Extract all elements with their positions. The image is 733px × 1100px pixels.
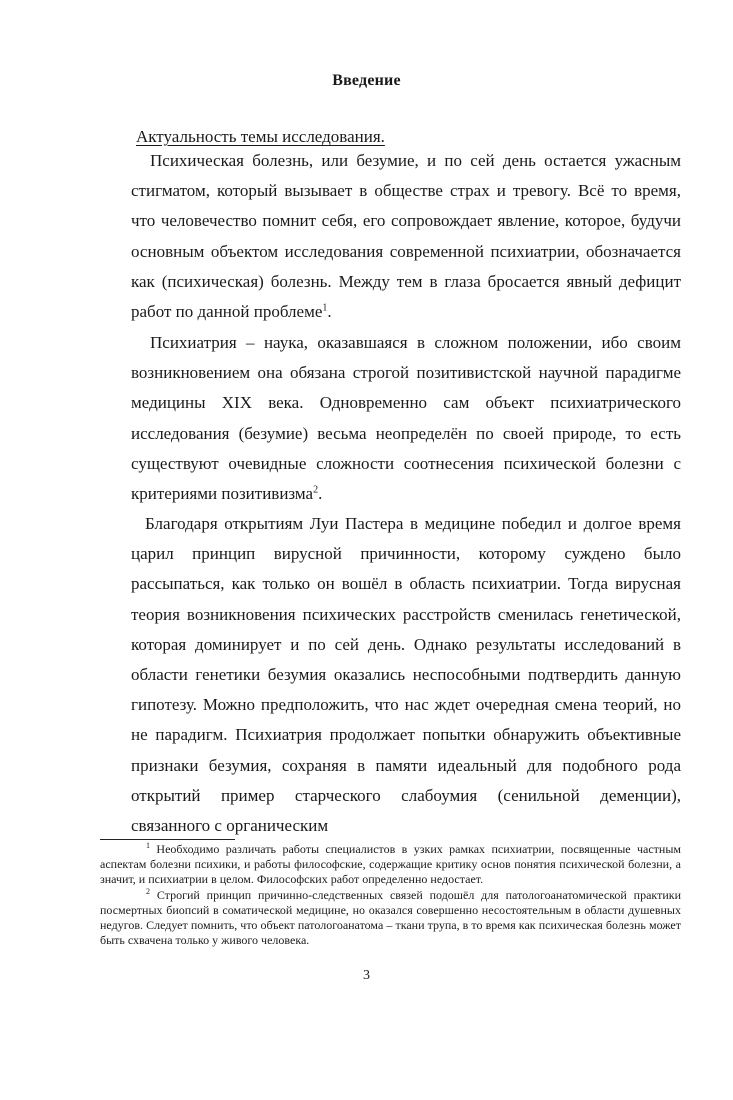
footnote-2 <box>100 888 681 949</box>
footnote-1-mark: 1 <box>146 841 150 850</box>
section-subheading: Актуальность темы исследования. <box>136 127 385 146</box>
paragraph-1 <box>131 146 681 327</box>
footnote-1 <box>100 842 681 888</box>
paragraph-3-text: Благодаря открытиям Луи Пастера в медицине победил и долгое время царил принцип вирусной причинности, которому суждено было рассыпаться, как только он вошёл в область психиатрии. Тогда вирусная теория возникновения психических расстройств сменилась генетической, которая доминирует и по сей день. Однако результаты исследований в области генетики безумия оказались неспособными подтвердить данную гипотезу. Можно предположить, что нас ждет очередная смена теорий, но не парадигм. Психиатрия продолжает попытки обнаружить объективные признаки безумия, сохраняя в памяти идеальный для подобного рода открытий пример старческого слабоумия (сенильной деменции), связанного с органическим <box>131 514 681 836</box>
footnote-divider <box>100 839 235 840</box>
footnotes-section <box>100 842 681 948</box>
paragraph-2-text: Психиатрия – наука, оказавшаяся в сложном положении, ибо своим возникновением она обязана строгой позитивистской научной парадигме медицины XIX века. Одновременно сам объект психиатрического исследования (безумие) весьма неопределён по своей природе, то есть существуют очевидные сложности соотнесения психической болезни с критериями позитивизма <box>131 333 681 504</box>
paragraph-2 <box>131 328 681 509</box>
paragraph-1-text: Психическая болезнь, или безумие, и по сей день остается ужасным стигматом, который вызывает в обществе страх и тревогу. Всё то время, что человечество помнит себя, его сопровождает явление, которое, будучи основным объектом исследования современной психиатрии, обозначается как (психическая) болезнь. Между тем в глаза бросается явный дефицит работ по данной проблеме <box>131 151 681 322</box>
page-number: 3 <box>363 968 370 983</box>
page-title: Введение <box>332 72 401 89</box>
paragraph-1-tail: . <box>327 302 332 322</box>
paragraph-3 <box>131 509 681 841</box>
footnote-1-text: Необходимо различать работы специалистов в узких рамках психиатрии, посвященные частным аспектам болезни психики, и работы философские, содержащие критику основ понятия психической болезни, а значит, и психиатрии в целом. Философских работ определенно недостает. <box>100 842 682 887</box>
footnote-2-text: Строгий принцип причинно-следственных связей подошёл для патологоанатомической практики посмертных биопсий в соматической медицине, но оказался совершенно несостоятельным в области душевных недугов. Следует помнить, что объект патологоанатома – ткани трупа, в то время как психическая болезнь может быть схвачена только у живого человека. <box>100 887 682 948</box>
footnote-ref-2: 2 <box>313 484 319 496</box>
paragraph-2-tail: . <box>318 484 323 504</box>
footnote-ref-1: 1 <box>322 302 328 314</box>
footnote-2-mark: 2 <box>146 886 150 896</box>
